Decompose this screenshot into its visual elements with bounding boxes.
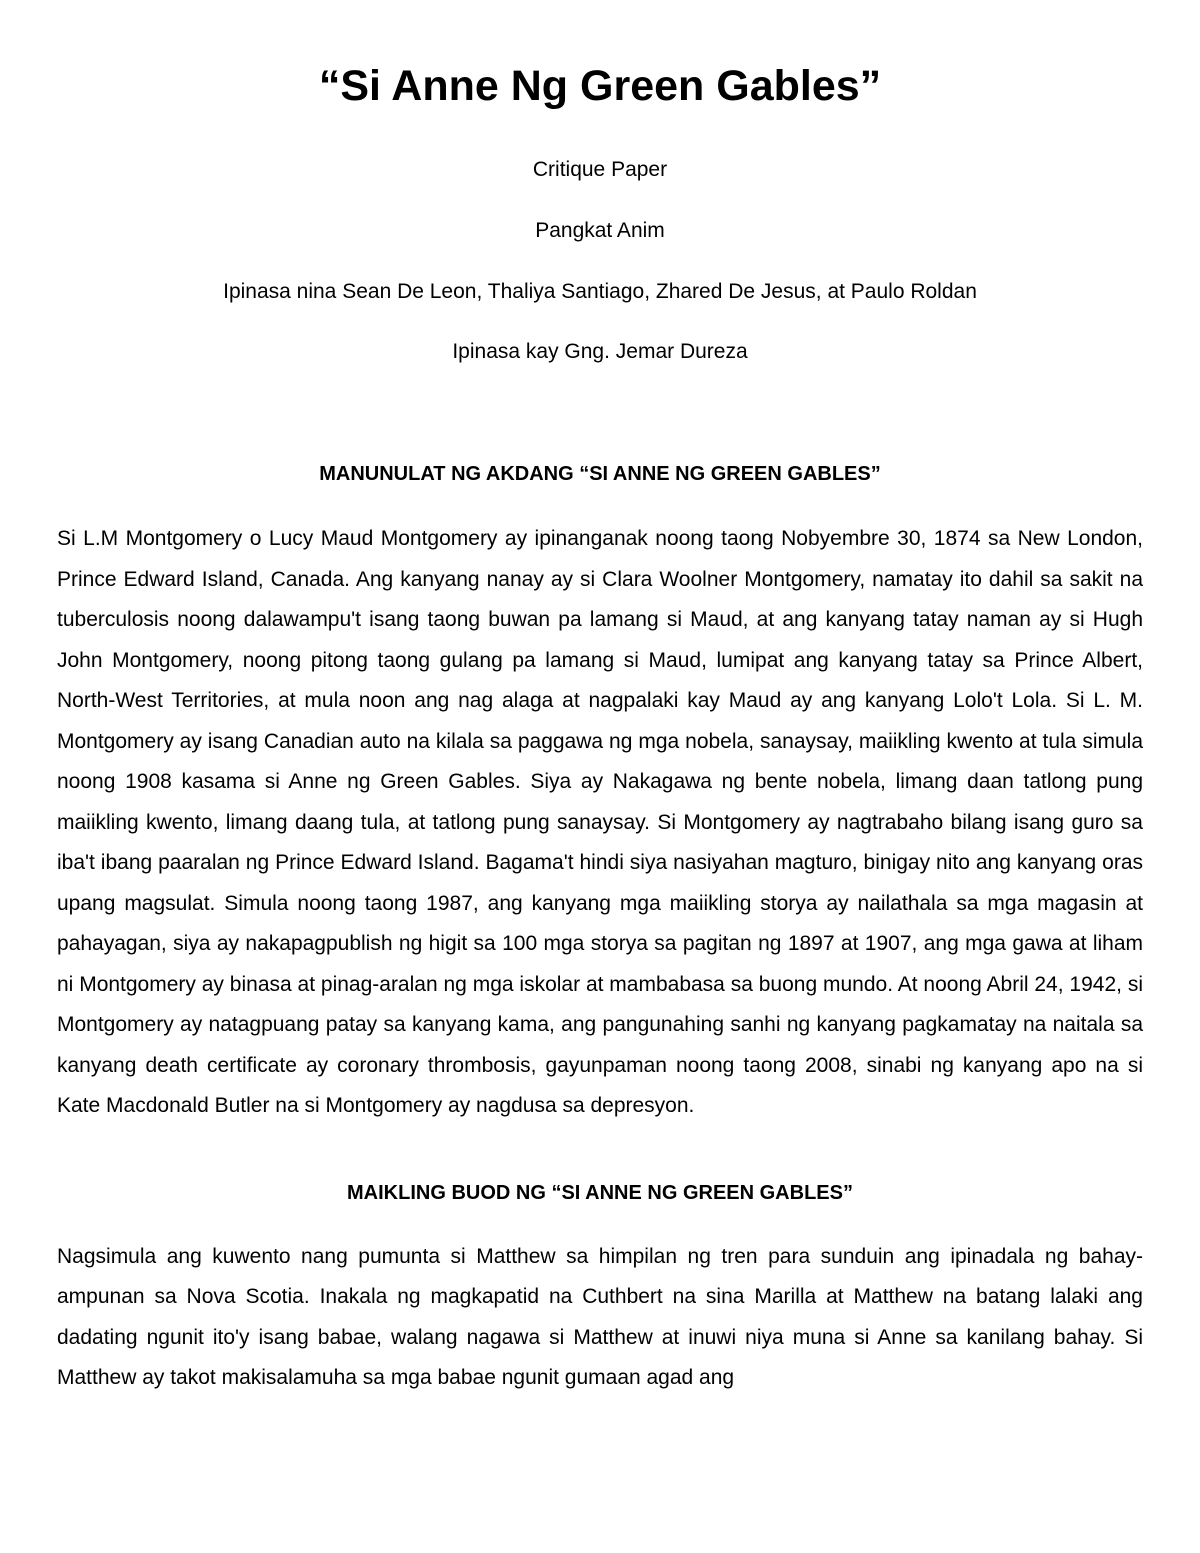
submitted-to: Ipinasa kay Gng. Jemar Dureza	[452, 340, 748, 363]
document-page	[57, 0, 1143, 1399]
document-subtitle: Critique Paper	[532, 158, 668, 181]
section-heading-author: MANUNULAT NG AKDANG “SI ANNE NG GREEN GABLES”	[319, 463, 881, 485]
section-body-author: Si L.M Montgomery o Lucy Maud Montgomery ay ipinanganak noong taong Nobyembre 30, 1874 sa New London, Prince Edward Island, Canada. Ang kanyang nanay ay si Clara Woolner Montgomery, namatay ito dahil sa sakit na tuberculosis noong dalawampu't isang taong buwan pa lamang si Maud, at ang kanyang tatay naman ay si Hugh John Montgomery, noong pitong taong gulang pa lamang si Maud, lumipat ang kanyang tatay sa Prince Albert, North-West Territories, at mula noon ang nag alaga at nagpalaki kay Maud ay ang kanyang Lolo't Lola. Si L. M. Montgomery ay isang Canadian auto na kilala sa paggawa ng mga nobela, sanaysay, maiikling kwento at tula simula noong 1908 kasama si Anne ng Green Gables. Siya ay Nakagawa ng bente nobela, limang daan tatlong pung maiikling kwento, limang daang tula, at tatlong pung sanaysay. Si Montgomery ay nagtrabaho bilang isang guro sa iba't ibang paaralan ng Prince Edward Island. Bagama't hindi siya nasiyahan magturo, binigay nito ang kanyang oras upang magsulat. Simula noong taong 1987, ang kanyang mga maiikling storya ay nailathala sa mga magasin at pahayagan, siya ay nakapagpublish ng higit sa 100 mga storya sa pagitan ng 1897 at 1907, ang mga gawa at liham ni Montgomery ay binasa at pinag-aralan ng mga iskolar at mambabasa sa buong mundo. At noong Abril 24, 1942, si Montgomery ay natagpuang patay sa kanyang kama, ang pangunahing sanhi ng kanyang pagkamatay na naitala sa kanyang death certificate ay coronary thrombosis, gayunpaman noong taong 2008, sinabi ng kanyang apo na si Kate Macdonald Butler na si Montgomery ay nagdusa sa depresyon.	[57, 527, 1143, 1117]
submitted-by: Ipinasa nina Sean De Leon, Thaliya Santiago, Zhared De Jesus, at Paulo Roldan	[223, 280, 977, 303]
section-heading-summary: MAIKLING BUOD NG “SI ANNE NG GREEN GABLES”	[347, 1181, 853, 1204]
document-title: “Si Anne Ng Green Gables”	[318, 62, 882, 110]
section-body-summary: Nagsimula ang kuwento nang pumunta si Matthew sa himpilan ng tren para sunduin ang ipinadala ng bahay-ampunan sa Nova Scotia. Inakala ng magkapatid na Cuthbert na sina Marilla at Matthew na batang lalaki ang dadating ngunit ito'y isang babae, walang nagawa si Matthew at inuwi niya muna si Anne sa kanilang bahay. Si Matthew ay takot makisalamuha sa mga babae ngunit gumaan agad ang	[57, 1244, 1143, 1389]
group-name: Pangkat Anim	[535, 219, 665, 242]
